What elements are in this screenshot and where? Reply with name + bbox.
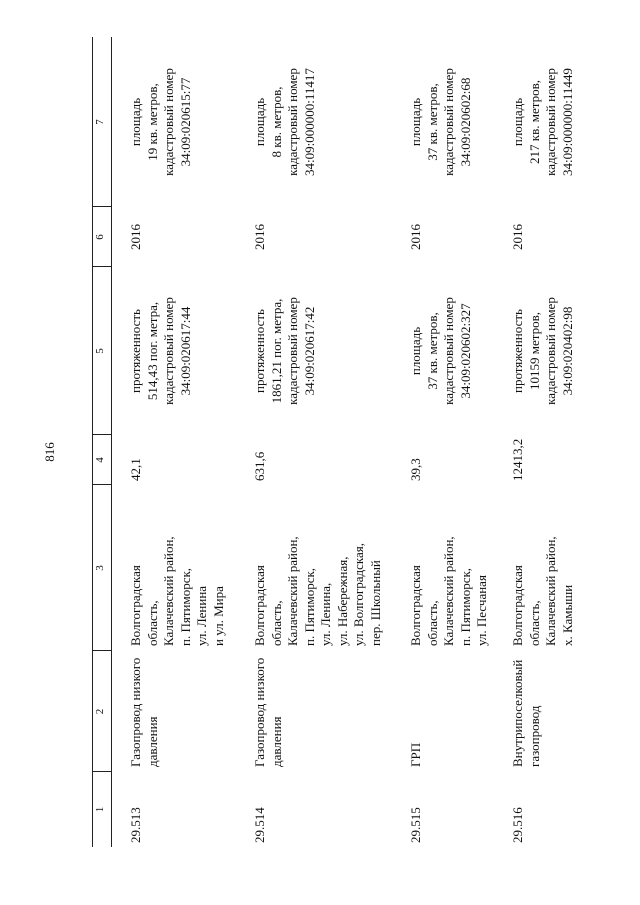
land-plot-info: площадь 19 кв. метров, кадастровый номер 34:09:020615:77 [128, 68, 193, 176]
object-characteristic: протяженность 514,43 пог. метра, кадастровый номер 34:09:020617:44 [128, 297, 193, 405]
column-header: 6 [94, 234, 106, 240]
column-header: 2 [94, 708, 106, 715]
page-number: 816 [41, 442, 57, 462]
column-header: 3 [94, 565, 106, 571]
row-number: 29.516 [510, 807, 525, 843]
row-number: 29.514 [252, 807, 267, 843]
object-address: Волгоградская область, Калачевский район, п. Пятиморск, ул. Ленина, ул. Набережная, ул. Волгоградская, пер. Школьный [252, 536, 383, 646]
object-year: 2016 [510, 224, 525, 250]
column-header: 7 [94, 119, 106, 125]
column-header: 1 [94, 806, 106, 813]
header-bottom-rule [111, 37, 112, 847]
land-plot-info: площадь 217 кв. метров, кадастровый номер 34:09:000000:11449 [510, 68, 575, 176]
object-name: Газопровод низкого давления [128, 657, 160, 767]
property-table [92, 37, 592, 847]
object-name: Газопровод низкого давления [252, 657, 284, 767]
object-characteristic: протяженность 10159 метров, кадастровый номер 34:09:020402:98 [510, 297, 575, 405]
object-year: 2016 [408, 224, 423, 250]
row-number: 29.513 [128, 807, 143, 843]
object-name: ГРП [408, 742, 423, 767]
object-name: Внутрипоселковый газопровод [510, 659, 542, 767]
land-plot-info: площадь 8 кв. метров, кадастровый номер 34:09:000000:11417 [252, 68, 317, 176]
object-year: 2016 [128, 224, 143, 250]
object-characteristic: протяженность 1861,21 пог. метра, кадастровый номер 34:09:020617:42 [252, 297, 317, 405]
table-rotation-frame [92, 37, 592, 847]
object-address: Волгоградская область, Калачевский район, п. Пятиморск, ул. Ленина и ул. Мира [128, 536, 226, 646]
object-year: 2016 [252, 224, 267, 250]
row-number: 29.515 [408, 807, 423, 843]
land-plot-info: площадь 37 кв. метров, кадастровый номер 34:09:020602:68 [408, 68, 473, 176]
table-top-rule [92, 37, 93, 847]
object-address: Волгоградская область, Калачевский район, х. Камыши [510, 536, 575, 646]
object-value: 631,6 [252, 451, 267, 481]
object-characteristic: площадь 37 кв. метров, кадастровый номер 34:09:020602:327 [408, 297, 473, 405]
object-value: 12413,2 [510, 438, 525, 481]
column-header: 5 [94, 348, 106, 354]
column-header: 4 [94, 457, 106, 463]
object-address: Волгоградская область, Калачевский район, п. Пятиморск, ул. Песчаная [408, 536, 489, 646]
object-value: 39,3 [408, 458, 423, 481]
object-value: 42,1 [128, 458, 143, 481]
